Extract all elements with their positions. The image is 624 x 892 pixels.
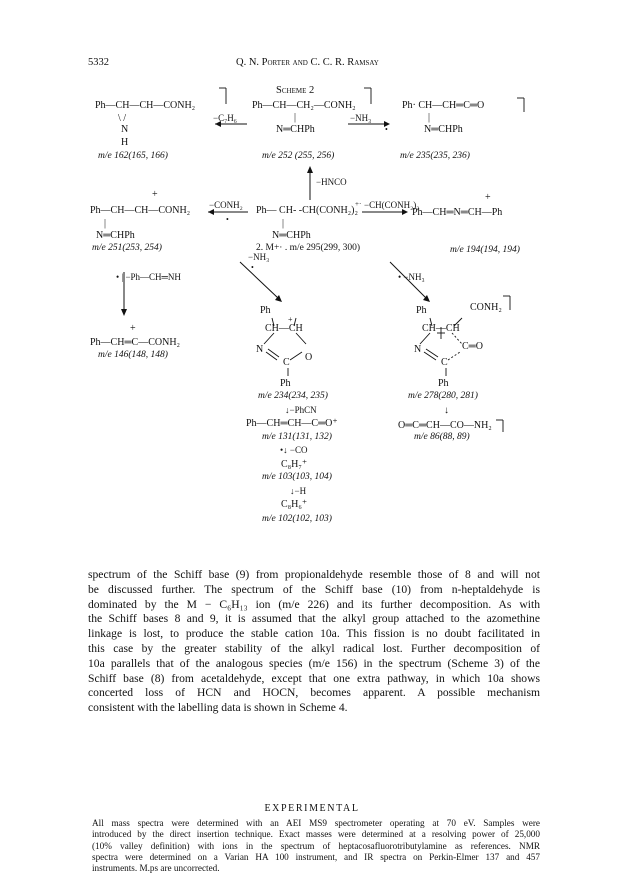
mass-label-162: m/e 162(165, 166): [98, 151, 168, 161]
ring1-n-ph: Ph: [280, 378, 291, 389]
structure-c8h7: C₈H₇⁺: [281, 459, 308, 470]
loss-c7h6-label: −C₇H₆: [213, 113, 237, 123]
ring2-c: C: [441, 357, 448, 368]
loss-nh3-label: −NH₃: [248, 252, 270, 262]
mass-label-235: m/e 235(235, 236): [400, 151, 470, 161]
down-arrow: ↓: [444, 405, 449, 416]
structure-86: O═C═CH—CO—NH₂: [398, 420, 492, 431]
ring1-o: O: [305, 352, 313, 363]
loss-chconh2-label: −CH(CONH₂)₂: [364, 200, 420, 210]
ring1-c: C: [283, 357, 290, 368]
loss-ph-ch-nh-label: • | −Ph—CH═NH: [116, 272, 181, 282]
structure-schiff-amide: Ph—CH—CH₂—CONH₂: [252, 100, 356, 111]
body-line: the Schiff bases 8 and 9, it is assumed that the alkyl group attached to the azomethine: [88, 612, 540, 626]
structure-aziridine: Ph—CH—CH—CONH₂: [95, 100, 196, 111]
ring2-n-ph: Ph: [438, 378, 449, 389]
experimental-line: instruments. M.ps are uncorrected.: [92, 863, 220, 874]
body-line: be discussed further. The spectrum of the Schiff base (10) from n-heptaldehyde is: [88, 582, 540, 596]
bond-vertical: |: [104, 218, 107, 229]
mass-label-234: m/e 234(234, 235): [258, 391, 328, 401]
running-header-authors: Q. N. Porter and C. C. R. Ramsay: [236, 57, 379, 68]
molecular-ion-n-chph: N═CHPh: [272, 230, 311, 241]
experimental-paragraph: [92, 818, 540, 874]
charge-plus: +: [485, 192, 491, 203]
structure-131: Ph—CH═CH—C═O⁺: [246, 418, 338, 429]
experimental-line: introduced by the direct insertion technique. Exact masses were determined at a resolving power of 25,000: [92, 829, 540, 840]
ring1-n: N: [256, 344, 264, 355]
body-line: spectrum of the Schiff base (9) from propionaldehyde resemble those of 8 and will not: [88, 568, 540, 581]
mass-label-194: m/e 194(194, 194): [450, 245, 520, 255]
loss-co-label: •↓ −CO: [280, 445, 308, 455]
structure-194: Ph—CH═N═CH—Ph: [412, 207, 503, 218]
page-number: 5332: [88, 57, 109, 68]
aziridine-ring-bonds: \ /: [118, 113, 127, 124]
loss-nh3-label: −NH₃: [350, 113, 372, 123]
radical-dot: •: [385, 125, 388, 134]
body-line: consistent with the labelling data is shown in Scheme 4.: [88, 701, 348, 715]
experimental-line: spectra were determined on a Varian HA 100 instrument, and IR spectra on Perkin-Elmer 137 and 457: [92, 851, 540, 862]
molecular-ion-charge: +·: [355, 200, 362, 208]
ring2-ch-ch: CH—CH: [422, 323, 460, 334]
structure-c8h6: C₈H₆⁺: [281, 499, 308, 510]
ring2-ph: Ph: [416, 305, 427, 316]
ring1-ph: Ph: [260, 305, 271, 316]
aziridine-h: H: [121, 137, 129, 148]
mass-label-131: m/e 131(131, 132): [262, 432, 332, 442]
structure-cation-251: Ph—CH—CH—CONH₂: [90, 205, 191, 216]
scheme-title: Scheme 2: [276, 85, 315, 96]
body-line: this case by the greater stability of the alkyl radical lost. Further decomposition of: [88, 641, 540, 655]
section-heading-experimental: EXPERIMENTAL: [264, 803, 360, 814]
mass-label-146: m/e 146(148, 148): [98, 350, 168, 360]
loss-phcn-label: ↓−PhCN: [285, 405, 317, 415]
bond-vertical: |: [428, 112, 431, 123]
body-line: concerted loss of HCN and HOCN, becomes apparent. A possible mechanism: [88, 686, 540, 700]
ring2-n: N: [414, 344, 422, 355]
ketene-n-chph: N═CHPh: [424, 124, 463, 135]
body-line: dominated by the M − C₆H₁₃ ion (m/e 226) and its further decomposition. As with: [88, 597, 540, 611]
loss-conh2-label: −CONH₂: [209, 200, 243, 210]
mass-label-251: m/e 251(253, 254): [92, 243, 162, 253]
ring2-conh2: CONH₂: [470, 302, 502, 313]
cation-n-chph: N═CHPh: [96, 230, 135, 241]
ring1-ch-ch: CH—CH: [265, 323, 303, 334]
radical-dot: •: [251, 263, 254, 272]
radical-dot: •: [226, 215, 229, 224]
schiff-n-chph: N═CHPh: [276, 124, 315, 135]
bond-vertical: |: [282, 218, 285, 229]
loss-hnco-label: −HNCO: [316, 177, 347, 187]
mass-label-86: m/e 86(88, 89): [414, 432, 470, 442]
structure-146: Ph—CH═C—CONH₂: [90, 337, 181, 348]
loss-h-label: ↓−H: [290, 486, 307, 496]
structure-molecular-ion: Ph— CH- -CH(CONH₂)₂: [256, 205, 358, 216]
bond-vertical: |: [294, 112, 297, 123]
charge-plus: +: [130, 323, 136, 334]
experimental-line: (10% valley definition) with ions in the spectrum of heptacosafluorotributylamine as references. NMR: [92, 840, 540, 851]
mass-label-103: m/e 103(103, 104): [262, 472, 332, 482]
mass-label-278: m/e 278(280, 281): [408, 391, 478, 401]
body-paragraph: [88, 568, 540, 716]
aziridine-n: N: [121, 124, 129, 135]
experimental-line: All mass spectra were determined with an AEI MS9 spectrometer operating at 70 eV. Samples were: [92, 818, 540, 828]
body-line: linkage is lost, to produce the stable cation 10a. This fission is no doubt facilitated in: [88, 627, 540, 641]
mass-label-102: m/e 102(102, 103): [262, 514, 332, 524]
charge-plus: +: [152, 189, 158, 200]
mass-label-295: 2. M+· . m/e 295(299, 300): [256, 243, 361, 253]
loss-nh3-label: • −NH₃: [398, 272, 425, 282]
ring2-carbonyl: C═O: [462, 341, 483, 352]
body-line: Schiff base (8) from acetaldehyde, except that one extra pathway, in which 10a shows: [88, 671, 540, 685]
mass-label-252: m/e 252 (255, 256): [262, 151, 335, 161]
body-line: 10a parallels that of the analogous species (m/e 156) in the spectrum (Scheme 3) of the: [88, 656, 540, 670]
structure-ketene: Ph· CH—CH═C═O: [402, 100, 485, 111]
ring1-charge: +: [288, 315, 293, 324]
